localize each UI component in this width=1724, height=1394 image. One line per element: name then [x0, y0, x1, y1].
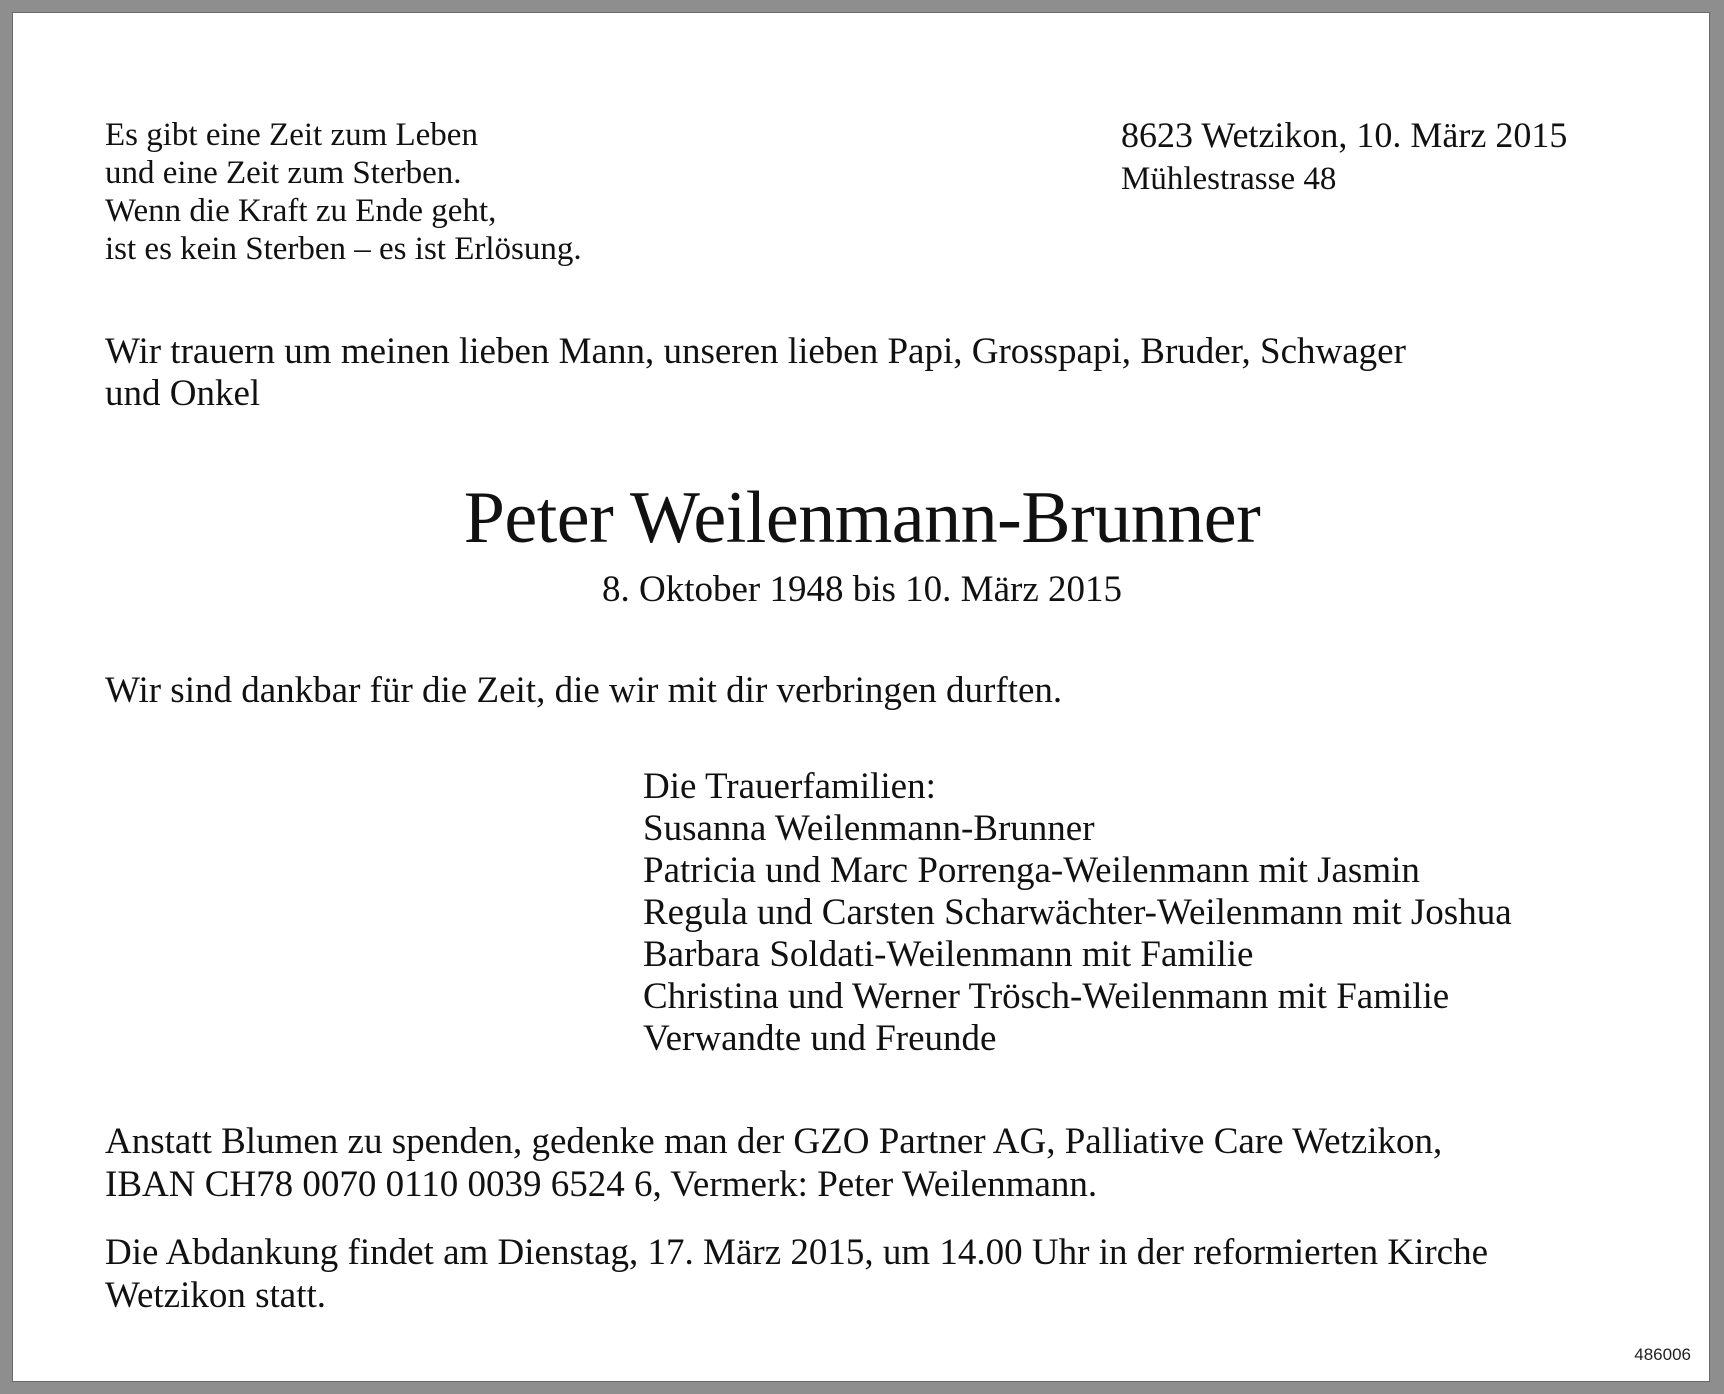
life-dates: 8. Oktober 1948 bis 10. März 2015 — [602, 569, 1122, 610]
service-line: Wetzikon statt. — [105, 1275, 327, 1316]
deceased-name: Peter Weilenmann-Brunner — [463, 477, 1261, 559]
mourning-families — [643, 766, 1512, 1060]
service-line: Die Abdankung findet am Dienstag, 17. März 2015, um 14.00 Uhr in der reformierten Kirche — [105, 1232, 1489, 1273]
obituary-notice — [12, 12, 1710, 1382]
intro-line: Wir trauern um meinen lieben Mann, unseren lieben Papi, Grosspapi, Bruder, Schwager — [105, 331, 1406, 372]
place-date: 8623 Wetzikon, 10. März 2015 — [1121, 115, 1568, 155]
family-line: Susanna Weilenmann-Brunner — [643, 808, 1095, 849]
motto-line: Wenn die Kraft zu Ende geht, — [105, 193, 497, 229]
motto-verse — [105, 116, 582, 268]
family-line: Barbara Soldati-Weilenmann mit Familie — [643, 934, 1254, 975]
mourning-intro — [105, 331, 1406, 415]
thanks-text: Wir sind dankbar für die Zeit, die wir mit dir verbringen durften. — [105, 670, 1063, 711]
donation-line: IBAN CH78 0070 0110 0039 6524 6, Vermerk: Peter Weilenmann. — [105, 1164, 1098, 1205]
reference-number: 486006 — [1634, 1345, 1691, 1364]
motto-line: ist es kein Sterben – es ist Erlösung. — [105, 231, 582, 267]
families-heading: Die Trauerfamilien: — [643, 766, 936, 807]
donation-note — [105, 1120, 1442, 1206]
motto-line: Es gibt eine Zeit zum Leben — [105, 117, 478, 153]
family-line: Patricia und Marc Porrenga-Weilenmann mit Jasmin — [643, 850, 1420, 891]
motto-line: und eine Zeit zum Sterben. — [105, 155, 462, 191]
donation-line: Anstatt Blumen zu spenden, gedenke man der GZO Partner AG, Palliative Care Wetzikon, — [105, 1121, 1443, 1162]
funeral-service-note — [105, 1231, 1488, 1317]
family-line: Verwandte und Freunde — [643, 1018, 997, 1059]
intro-line: und Onkel — [105, 373, 261, 414]
family-line: Christina und Werner Trösch-Weilenmann mit Familie — [643, 976, 1450, 1017]
family-line: Regula und Carsten Scharwächter-Weilenmann mit Joshua — [643, 892, 1512, 933]
street-address: Mühlestrasse 48 — [1121, 161, 1337, 197]
